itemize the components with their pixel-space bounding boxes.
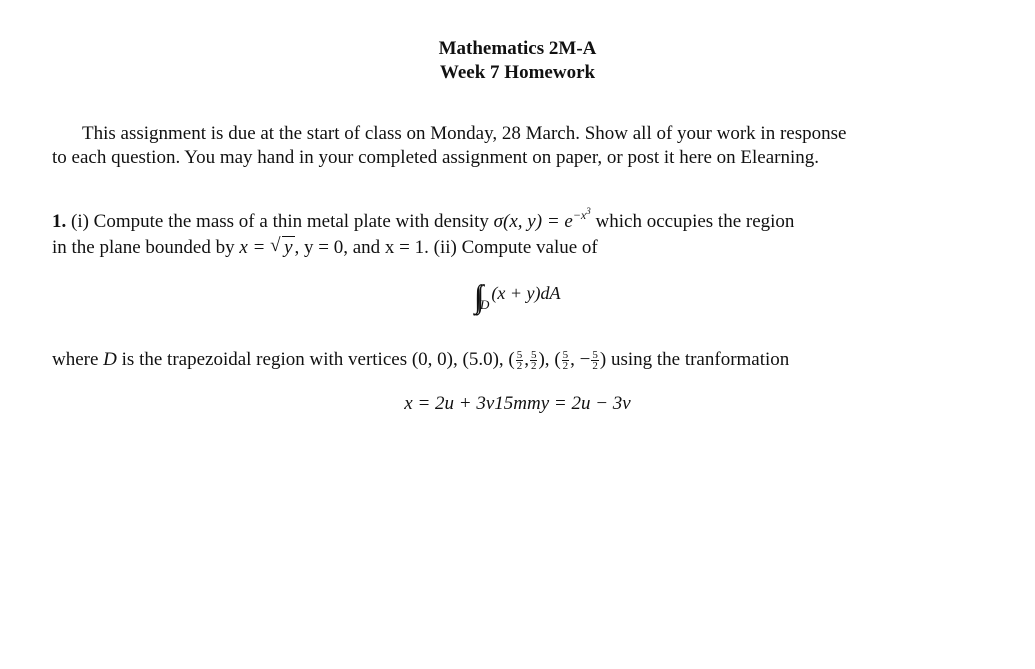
question-1-part-ii-text: , y = 0, and x = 1. (ii) Compute value of <box>294 237 598 258</box>
sqrt-argument: y <box>284 237 293 258</box>
week-title: Week 7 Homework <box>439 62 596 83</box>
radical-sign-icon: √ <box>270 235 281 256</box>
fraction <box>530 350 538 371</box>
density-lhs: σ(x, y) = e <box>493 211 573 232</box>
fraction <box>562 350 570 371</box>
question-1 <box>52 206 952 260</box>
fraction-numerator: 5 <box>516 349 523 362</box>
vertex-3-open: ( <box>508 349 515 370</box>
fraction-numerator: 5 <box>530 349 537 362</box>
fraction-numerator: 5 <box>562 349 569 362</box>
vertex-4 <box>554 349 607 373</box>
vertices-text: is the trapezoidal region with vertices (0, 0), (5.0), <box>121 349 504 370</box>
course-title: Mathematics 2M-A <box>438 38 597 59</box>
density-exponent-base: −x <box>572 208 587 222</box>
region-symbol: D <box>103 349 117 370</box>
sqrt-expression <box>270 236 294 260</box>
transformation-intro: using the tranformation <box>610 349 790 370</box>
fraction-denominator: 2 <box>592 360 598 373</box>
bound-x-expression: x = <box>239 237 266 258</box>
question-1-part-i-text-end: which occupies the region <box>595 211 795 232</box>
fraction <box>516 350 524 371</box>
intro-paragraph <box>52 122 952 170</box>
vertex-3-comma: , <box>524 349 529 370</box>
density-exponent <box>573 208 591 222</box>
question-1-line-1 <box>52 206 952 236</box>
integral-domain: D <box>480 297 490 312</box>
region-description <box>52 348 952 372</box>
intro-line-1: This assignment is due at the start of class on Monday, 28 March. Show all of your work in response <box>82 123 847 144</box>
fraction-denominator: 2 <box>530 360 537 373</box>
fraction <box>591 350 599 371</box>
where-word: where <box>52 349 99 370</box>
vertex-3 <box>508 349 550 373</box>
fraction-numerator: 5 <box>592 349 598 362</box>
double-integral-icon: ∫∫ <box>475 278 480 314</box>
vertex-3-close: ), <box>538 349 550 370</box>
transformation-equation: x = 2u + 3v15mmy = 2u − 3v <box>404 393 631 414</box>
question-1-part-i-text: (i) Compute the mass of a thin metal plate with density <box>71 211 489 232</box>
vertex-4-open: ( <box>554 349 561 370</box>
question-1-line-2 <box>52 236 952 260</box>
double-integral <box>0 278 1035 315</box>
question-number: 1. <box>52 211 67 232</box>
fraction-denominator: 2 <box>516 360 523 373</box>
fraction-denominator: 2 <box>562 360 569 373</box>
intro-line-2: to each question. You may hand in your completed assignment on paper, or post it here on Elearning. <box>52 147 819 168</box>
question-1-bounds-text: in the plane bounded by <box>52 237 235 258</box>
vertex-4-close: ) <box>599 349 607 370</box>
density-expression <box>493 206 591 232</box>
integrand: (x + y)dA <box>491 283 561 303</box>
vertex-4-comma: , − <box>570 349 591 370</box>
density-exponent-power: 3 <box>586 206 591 216</box>
